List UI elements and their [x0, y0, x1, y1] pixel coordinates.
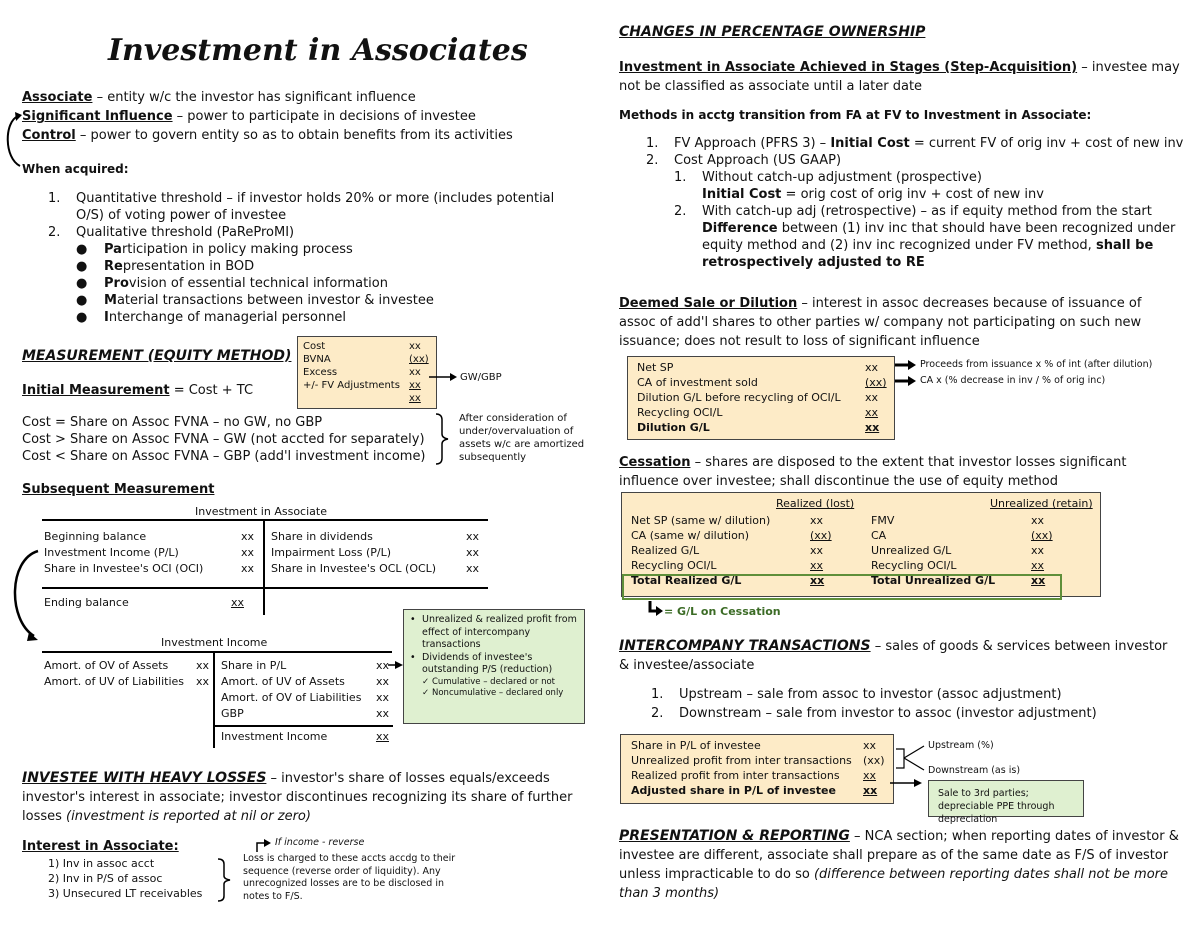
t-row-label: Share in P/L — [221, 659, 287, 672]
row-val: (xx) — [810, 529, 832, 542]
list-num: 2. — [674, 204, 687, 219]
third-parties-note: Sale to 3rd parties; depreciable PPE through depreciation — [928, 780, 1084, 817]
t-account-divider — [263, 519, 265, 615]
t-row-label: Share in dividends — [271, 530, 373, 543]
row-label: Dilution G/L — [637, 421, 710, 434]
list-num: 2. — [48, 225, 61, 240]
t-account-divider — [213, 651, 215, 748]
interest-list — [48, 856, 202, 901]
proceeds-note: Proceeds from issuance x % of int (after dilution) — [920, 359, 1153, 370]
t-account-bottom-line — [213, 725, 393, 727]
interest-item: 3) Unsecured LT receivables — [48, 887, 203, 900]
t-row — [221, 690, 389, 705]
income-account-title: Investment Income — [161, 636, 268, 649]
list-num: 1. — [646, 136, 659, 151]
method-text: With catch-up adj (retrospective) – as if equity method from the start — [702, 204, 1152, 219]
initial-measurement — [22, 382, 253, 399]
after-consideration-note: After consideration of under/overvaluation of assets w/c are amortized subsequently — [459, 413, 585, 463]
row-label: Unrealized profit from inter transactions — [631, 754, 852, 767]
row-label: Recycling OCI/L — [871, 559, 957, 572]
cessation-row — [631, 528, 832, 543]
threshold-1 — [48, 190, 568, 224]
interest-item: 2) Inv in P/S of assoc — [48, 872, 163, 885]
t-row-val: xx — [465, 562, 479, 575]
green-note-box — [403, 609, 585, 724]
note-text: Noncumulative – declared only — [432, 687, 564, 698]
t-row-label: Amort. of OV of Assets — [44, 659, 169, 672]
row-label: Realized G/L — [631, 544, 700, 557]
note-check — [410, 677, 578, 688]
def-term: Control — [22, 128, 76, 143]
method-text: FV Approach (PFRS 3) – — [674, 136, 831, 151]
t-row — [221, 658, 389, 673]
intercompany-text: – sales of goods & services between investor & investee/associate — [619, 639, 1168, 673]
inv-credits — [271, 529, 479, 576]
presentation-italic: (difference between reporting dates shall not be more than 3 months) — [619, 867, 1169, 901]
t-row-val: xx — [240, 546, 254, 559]
cost-row — [303, 379, 431, 392]
list-num: 1. — [674, 170, 687, 185]
bullet-item — [76, 258, 568, 275]
method-text: Without catch-up adjustment (prospective) — [702, 170, 982, 185]
row-label: Adjusted share in P/L of investee — [631, 784, 836, 797]
t-account-top-line — [42, 651, 392, 653]
if-income-note: If income - reverse — [275, 837, 365, 848]
gl-cessation-label: = G/L on Cessation — [664, 605, 781, 618]
method-bold: shall be retrospectively adjusted to RE — [702, 238, 1154, 270]
bullet-rest: nterchange of managerial personnel — [108, 310, 347, 325]
t-row-label: Share in Investee's OCL (OCL) — [271, 562, 437, 575]
t-account-bottom-line — [42, 587, 488, 589]
when-acquired-label: When acquired: — [22, 162, 129, 176]
row-val: xx — [1031, 559, 1045, 572]
realized-header: Realized (lost) — [776, 497, 855, 510]
row-val: xx — [1031, 544, 1045, 557]
heavy-losses-paragraph — [22, 769, 582, 826]
def-associate — [22, 89, 592, 106]
method-text: = orig cost of orig inv + cost of new inv — [781, 187, 1044, 202]
row-label: Recycling OCI/L — [637, 406, 723, 419]
def-text: – power to participate in decisions of investee — [172, 109, 476, 124]
row-label: CA (same w/ dilution) — [631, 529, 750, 542]
row-val: (xx) — [865, 376, 887, 389]
list-num: 2. — [646, 153, 659, 168]
method-bold: Initial Cost — [702, 187, 782, 202]
ic-text: Upstream – sale from assoc to investor (assoc adjustment) — [679, 687, 1062, 702]
deemed-text: – interest in assoc decreases because of issuance of assoc of add'l shares to other parties w/ company not participating on such new issuance; does not result to loss of significant influence — [619, 296, 1142, 349]
pl-row — [631, 753, 883, 768]
pl-row — [631, 783, 883, 798]
cessation-row — [631, 513, 832, 528]
pl-row — [631, 738, 883, 753]
cost-row-label: +/- FV Adjustments — [303, 380, 400, 391]
cost-row-label: BVNA — [303, 354, 331, 365]
t-row-label: Beginning balance — [44, 530, 147, 543]
method-2b — [646, 203, 1186, 271]
cost-row — [303, 353, 431, 366]
bullet-dot-icon: ● — [76, 242, 88, 257]
heavy-losses-text: – investor's share of losses equals/exceeds investor's interest in associate; investor discontinues recognizing its share of further losses — [22, 771, 573, 824]
t-row-label: Impairment Loss (P/L) — [271, 546, 392, 559]
cessation-text: – shares are disposed to the extent that investor losses significant influence over investee; shall discontinue the use of equity method — [619, 455, 1127, 489]
t-row-val: xx — [195, 675, 209, 688]
ic-item — [651, 705, 1171, 722]
t-row-val: xx — [465, 546, 479, 559]
ic-item — [651, 686, 1171, 703]
t-row-label: Investment Income (P/L) — [44, 546, 179, 559]
bullet-dot-icon: ● — [76, 310, 88, 325]
t-row-label: GBP — [221, 707, 244, 720]
method-bold: Initial Cost — [830, 136, 910, 151]
income-debits — [44, 658, 209, 689]
bullet-rest: rticipation in policy making process — [121, 242, 353, 257]
t-row — [271, 529, 479, 544]
t-row — [44, 545, 254, 560]
row-label: Total Unrealized G/L — [871, 574, 996, 587]
t-row-val: xx — [375, 691, 389, 704]
t-row-val: xx — [240, 530, 254, 543]
t-row-val: xx — [465, 530, 479, 543]
method-text: between (1) inv inc that should have been recognized under equity method and (2) inv inc recognized under FV method, — [702, 221, 1176, 253]
t-row-label: Investment Income — [221, 730, 328, 743]
dilution-row — [637, 420, 885, 435]
cessation-paragraph — [619, 453, 1159, 491]
bullet-rest: aterial transactions between investor & investee — [116, 293, 434, 308]
method-1 — [646, 135, 1186, 152]
t-row-val: xx — [375, 675, 389, 688]
note-text: Unrealized & realized profit from effect of intercompany transactions — [422, 614, 577, 650]
bullet-item — [76, 309, 568, 326]
step-heading: Investment in Associate Achieved in Stages (Step-Acquisition) — [619, 60, 1078, 75]
cessation-heading: Cessation — [619, 455, 691, 470]
page-title: Investment in Associates — [108, 33, 528, 68]
t-row — [44, 658, 209, 673]
t-row-val: xx — [375, 730, 389, 743]
def-control — [22, 127, 592, 144]
t-row — [271, 561, 479, 576]
bullet-dot-icon: • — [410, 651, 416, 663]
row-val: xx — [810, 574, 825, 587]
t-row — [44, 529, 254, 544]
def-term: Associate — [22, 90, 93, 105]
check-icon: ✓ — [422, 676, 430, 687]
cost-row-val: xx — [409, 341, 421, 352]
t-row-label: Share in Investee's OCI (OCI) — [44, 562, 204, 575]
cessation-row — [871, 513, 1053, 528]
row-label: Realized profit from inter transactions — [631, 769, 840, 782]
deemed-heading: Deemed Sale or Dilution — [619, 296, 798, 311]
row-label: Dilution G/L before recycling of OCI/L — [637, 391, 841, 404]
intercompany-paragraph — [619, 637, 1179, 675]
pl-row — [631, 768, 883, 783]
bracket-icon — [0, 0, 1, 1]
list-num: 2. — [651, 706, 664, 721]
changes-heading: CHANGES IN PERCENTAGE OWNERSHIP — [619, 24, 926, 40]
note-text: Dividends of investee's outstanding P/S (reduction) — [422, 651, 553, 675]
t-row-val: xx — [195, 659, 209, 672]
row-val: xx — [810, 559, 824, 572]
row-val: xx — [810, 544, 824, 557]
measurement-heading: MEASUREMENT (EQUITY METHOD) — [22, 348, 292, 364]
presentation-heading: PRESENTATION & REPORTING — [619, 828, 850, 844]
method-text: = current FV of orig inv + cost of new inv — [909, 136, 1184, 151]
loss-sequence-note: Loss is charged to these accts accdg to their sequence (reverse order of liquidity). Any unrecognized losses are to be disclosed in notes to F/S. — [243, 853, 456, 902]
note-bullet — [410, 652, 578, 677]
bullet-bold: M — [104, 293, 117, 308]
downstream-note: Downstream (as is) — [928, 765, 1021, 776]
cost-row-val: xx — [409, 380, 421, 391]
bullet-dot-icon: ● — [76, 259, 88, 274]
row-val: (xx) — [1031, 529, 1053, 542]
row-label: Recycling OCI/L — [631, 559, 717, 572]
dilution-row — [637, 375, 885, 390]
income-credits — [221, 658, 389, 721]
cost-line: Cost < Share on Assoc FVNA – GBP (add'l investment income) — [22, 449, 426, 464]
dilution-row — [637, 405, 885, 420]
row-val: xx — [863, 769, 877, 782]
cost-row — [303, 366, 431, 379]
cost-row — [303, 392, 431, 405]
t-row — [44, 561, 254, 576]
t-row-label: Amort. of UV of Assets — [221, 675, 345, 688]
t-row — [221, 674, 389, 689]
bullet-bold: I — [104, 310, 109, 325]
presentation-text: – NCA section; when reporting dates of investor & investee are different, associate shall prepare as of the same date as F/S of investor unless impracticable to do so — [619, 829, 1179, 882]
initial-measurement-label: Initial Measurement — [22, 383, 170, 398]
bullet-item — [76, 292, 568, 309]
pl-adjustment-box — [620, 734, 894, 804]
interest-heading: Interest in Associate: — [22, 839, 179, 854]
row-val: xx — [863, 739, 877, 752]
cost-row-label: Excess — [303, 367, 338, 378]
unrealized-header: Unrealized (retain) — [990, 497, 1093, 510]
row-val: xx — [810, 514, 824, 527]
dilution-box — [627, 356, 895, 440]
interest-item: 1) Inv in assoc acct — [48, 857, 155, 870]
cost-line: Cost = Share on Assoc FVNA – no GW, no GBP — [22, 415, 323, 430]
row-val: xx — [865, 421, 880, 434]
cost-row-val: (xx) — [409, 354, 429, 365]
dilution-row — [637, 390, 885, 405]
t-row-label: Ending balance — [44, 596, 129, 609]
gw-gbp-label: GW/GBP — [460, 372, 502, 383]
t-row-val: xx — [375, 707, 389, 720]
cessation-row — [871, 558, 1053, 573]
row-label: Total Realized G/L — [631, 574, 742, 587]
t-row-val: xx — [230, 596, 244, 609]
method-bold: Difference — [702, 221, 778, 236]
t-row — [44, 674, 209, 689]
methods-list — [646, 135, 1186, 271]
def-text: – power to govern entity so as to obtain benefits from its activities — [75, 128, 513, 143]
row-val: xx — [1031, 574, 1046, 587]
cost-row-val: xx — [409, 393, 421, 404]
t-row — [271, 545, 479, 560]
list-num: 1. — [651, 687, 664, 702]
row-val: (xx) — [863, 754, 885, 767]
row-label: Unrealized G/L — [871, 544, 952, 557]
cost-row-label: Cost — [303, 341, 326, 352]
deemed-sale-paragraph — [619, 294, 1179, 351]
note-check — [410, 688, 578, 699]
t-row-val: xx — [375, 659, 389, 672]
row-label: CA of investment sold — [637, 376, 758, 389]
row-val: xx — [1031, 514, 1045, 527]
step-acquisition-paragraph — [619, 58, 1189, 96]
cost-line: Cost > Share on Assoc FVNA – GW (not accted for separately) — [22, 432, 425, 447]
bullet-bold: Re — [104, 259, 123, 274]
def-significant-influence — [22, 108, 592, 125]
cost-box — [297, 336, 437, 409]
bullet-item — [76, 275, 568, 292]
definitions — [22, 89, 592, 144]
inv-account-title: Investment in Associate — [195, 505, 327, 518]
intercompany-list — [651, 686, 1171, 722]
ca-note: CA x (% decrease in inv / % of orig inc) — [920, 375, 1106, 386]
presentation-paragraph — [619, 827, 1184, 903]
def-term: Significant Influence — [22, 109, 173, 124]
bullet-dot-icon: ● — [76, 293, 88, 308]
t-account-top-line — [42, 519, 488, 521]
heavy-losses-heading: INVESTEE WITH HEAVY LOSSES — [22, 770, 267, 786]
row-label: CA — [871, 529, 887, 542]
row-label: FMV — [871, 514, 895, 527]
cessation-row — [631, 558, 832, 573]
t-row-label: Amort. of UV of Liabilities — [44, 675, 185, 688]
thresholds-list — [48, 190, 568, 326]
heavy-losses-italic: (investment is reported at nil or zero) — [66, 809, 311, 824]
bullet-bold: Pro — [104, 276, 129, 291]
cost-row — [303, 340, 431, 353]
threshold-text: Qualitative threshold (PaReProMI) — [76, 225, 295, 240]
t-row-label: Amort. of OV of Liabilities — [221, 691, 362, 704]
cost-row-val: xx — [409, 367, 421, 378]
row-val: xx — [863, 784, 878, 797]
list-num: 1. — [48, 191, 61, 206]
method-text: Cost Approach (US GAAP) — [674, 153, 842, 168]
t-row — [221, 706, 389, 721]
threshold-2 — [48, 224, 568, 241]
row-val: xx — [865, 391, 879, 404]
t-row-val: xx — [240, 562, 254, 575]
bullet-rest: presentation in BOD — [122, 259, 255, 274]
cost-comparison — [22, 414, 442, 465]
methods-heading: Methods in acctg transition from FA at FV to Investment in Associate: — [619, 108, 1092, 122]
upstream-note: Upstream (%) — [928, 740, 994, 751]
investment-income-total-row — [221, 729, 389, 744]
bullet-rest: vision of essential technical information — [128, 276, 388, 291]
ic-text: Downstream – sale from investor to assoc (investor adjustment) — [679, 706, 1097, 721]
threshold-text: Quantitative threshold – if investor holds 20% or more (includes potential O/S) of voting power of investee — [76, 191, 555, 223]
def-text: – entity w/c the investor has significant influence — [92, 90, 416, 105]
inv-debits — [44, 529, 254, 576]
bullet-bold: Pa — [104, 242, 122, 257]
ending-balance-row — [44, 595, 244, 610]
cessation-row — [871, 543, 1053, 558]
step-text: – investee may not be classified as associate until a later date — [619, 60, 1180, 94]
row-label: Share in P/L of investee — [631, 739, 761, 752]
row-val: xx — [865, 361, 879, 374]
cessation-row — [631, 543, 832, 558]
method-2 — [646, 152, 1186, 169]
subsequent-heading: Subsequent Measurement — [22, 482, 215, 497]
bullet-dot-icon: ● — [76, 276, 88, 291]
initial-measurement-text: = Cost + TC — [169, 383, 254, 398]
bullet-item — [76, 241, 568, 258]
row-label: Net SP (same w/ dilution) — [631, 514, 771, 527]
row-val: xx — [865, 406, 879, 419]
row-label: Net SP — [637, 361, 674, 374]
method-2a — [646, 169, 1186, 203]
check-icon: ✓ — [422, 687, 430, 698]
cessation-row — [871, 528, 1053, 543]
dilution-row — [637, 360, 885, 375]
total-gl-highlight — [622, 574, 1062, 600]
note-bullet — [410, 614, 578, 652]
note-text: Cumulative – declared or not — [432, 676, 555, 687]
bullet-dot-icon: • — [410, 614, 416, 625]
intercompany-heading: INTERCOMPANY TRANSACTIONS — [619, 638, 871, 654]
